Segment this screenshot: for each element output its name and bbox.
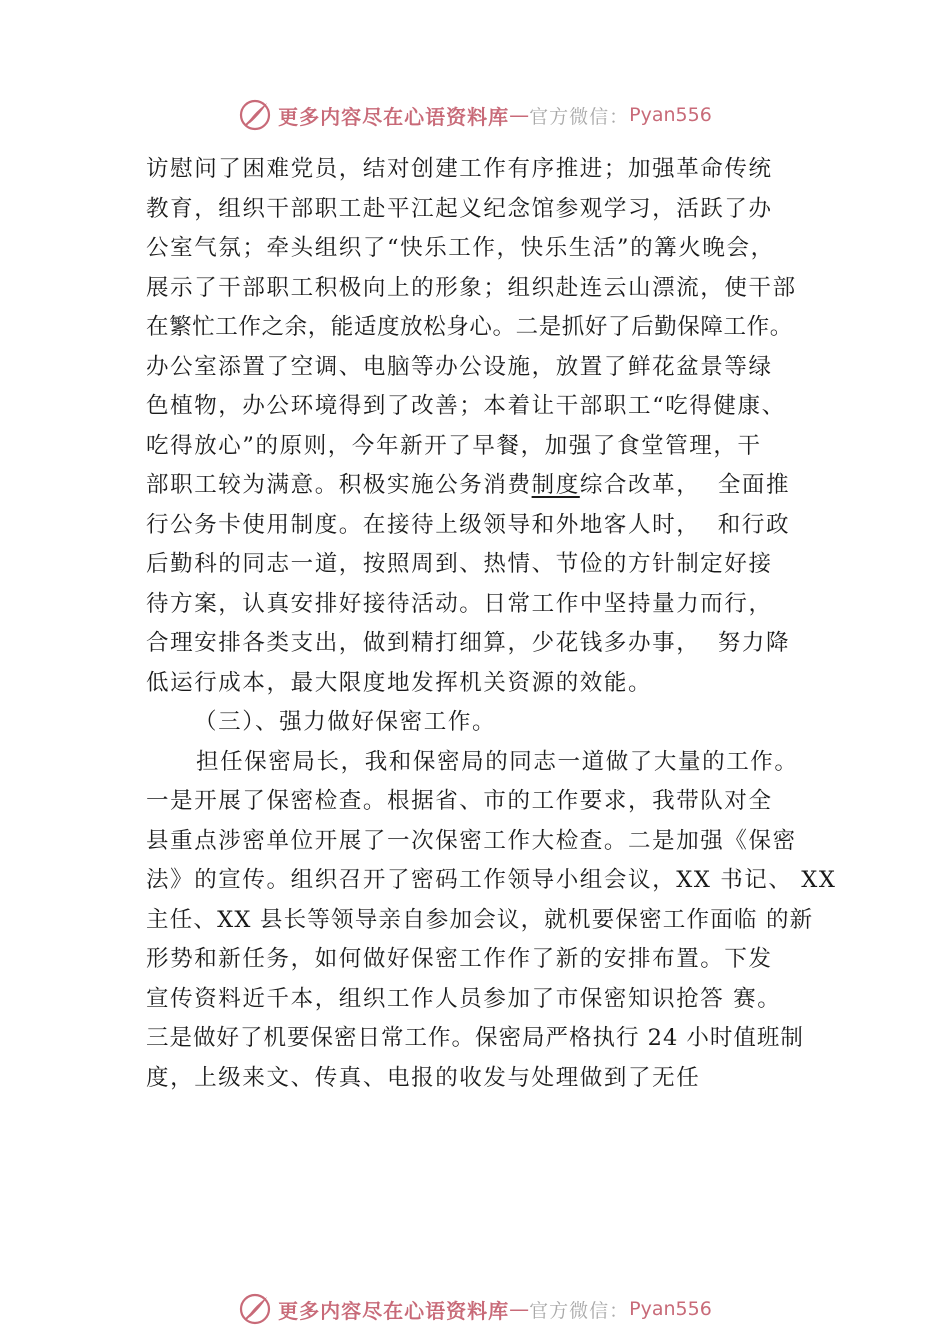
underlined-term: 制度 — [531, 472, 580, 498]
body-line: 色植物，办公环境得到了改善；本着让干部职工“吃得健康、 — [146, 393, 786, 419]
banner-wechat-id: Pyan556 — [629, 104, 712, 126]
banner-wechat-id: Pyan556 — [629, 1298, 712, 1320]
body-line: 主任、XX 县长等领导亲自参加会议，就机要保密工作面临 的新 — [146, 906, 814, 933]
body-line: 办公室添置了空调、电脑等办公设施，放置了鲜花盆景等绿 — [146, 353, 773, 380]
body-line: 行公务卡使用制度。在接待上级领导和外地客人时， 和行政 — [146, 511, 791, 538]
body-line: 展示了干部职工积极向上的形象；组织赴连云山漂流，使干部 — [146, 274, 797, 301]
body-text: 部职工较为满意。积极实施公务消费 — [146, 472, 532, 498]
body-line: 形势和新任务，如何做好保密工作作了新的安排布置。下发 — [146, 946, 773, 972]
body-line: 公室气氛；牵头组织了“快乐工作，快乐生活”的篝火晚会， — [146, 235, 775, 261]
document-body — [146, 150, 836, 1098]
quill-logo-icon — [238, 98, 272, 132]
body-line: 县重点涉密单位开展了一次保密工作大检查。二是加强《保密 — [146, 827, 797, 854]
paragraph-first-line: 担任保密局长，我和保密局的同志一道做了大量的工作。 — [196, 748, 799, 775]
body-line: 待方案，认真安排好接待活动。日常工作中坚持量力而行， — [146, 590, 773, 617]
body-line: 度，上级来文、传真、电报的收发与处理做到了无任 — [146, 1064, 701, 1091]
banner-brand-text: 更多内容尽在心语资料库 — [278, 104, 510, 129]
body-line: 吃得放心”的原则，今年新开了早餐，加强了食堂管理，干 — [146, 432, 762, 459]
banner-brand-text: 更多内容尽在心语资料库 — [278, 1298, 510, 1323]
body-line: 在繁忙工作之余，能适度放松身心。二是抓好了后勤保障工作。 — [146, 314, 793, 340]
body-text: 综合改革， 全面推 — [579, 472, 791, 498]
banner-wechat-label: 官方微信： — [529, 1299, 630, 1322]
body-line: 教育，组织干部职工赴平江起义纪念馆参观学习，活跃了办 — [146, 195, 773, 222]
body-line-with-underline — [146, 466, 836, 506]
banner-wechat-label: 官方微信： — [529, 105, 630, 128]
body-line: 一是开展了保密检查。根据省、市的工作要求，我带队对全 — [146, 788, 773, 814]
section-heading: （三）、强力做好保密工作。 — [194, 709, 497, 735]
banner-dash: — — [509, 1297, 530, 1321]
footer-watermark — [0, 1289, 950, 1329]
header-watermark — [0, 95, 950, 135]
body-line: 后勤科的同志一道，按照周到、热情、节俭的方针制定好接 — [146, 551, 773, 577]
body-line: 宣传资料近千本，组织工作人员参加了市保密知识抢答 赛。 — [146, 985, 782, 1012]
body-line: 合理安排各类支出，做到精打细算，少花钱多办事， 努力降 — [146, 630, 791, 656]
body-line: 低运行成本，最大限度地发挥机关资源的效能。 — [146, 669, 653, 696]
banner-dash: — — [509, 103, 530, 127]
body-line: 法》的宣传。组织召开了密码工作领导小组会议，XX 书记、 XX — [146, 867, 837, 893]
body-line: 三是做好了机要保密日常工作。保密局严格执行 24 小时值班制 — [146, 1025, 804, 1051]
quill-logo-icon — [238, 1292, 272, 1326]
body-line: 访慰问了困难党员，结对创建工作有序推进；加强革命传统 — [146, 156, 773, 182]
